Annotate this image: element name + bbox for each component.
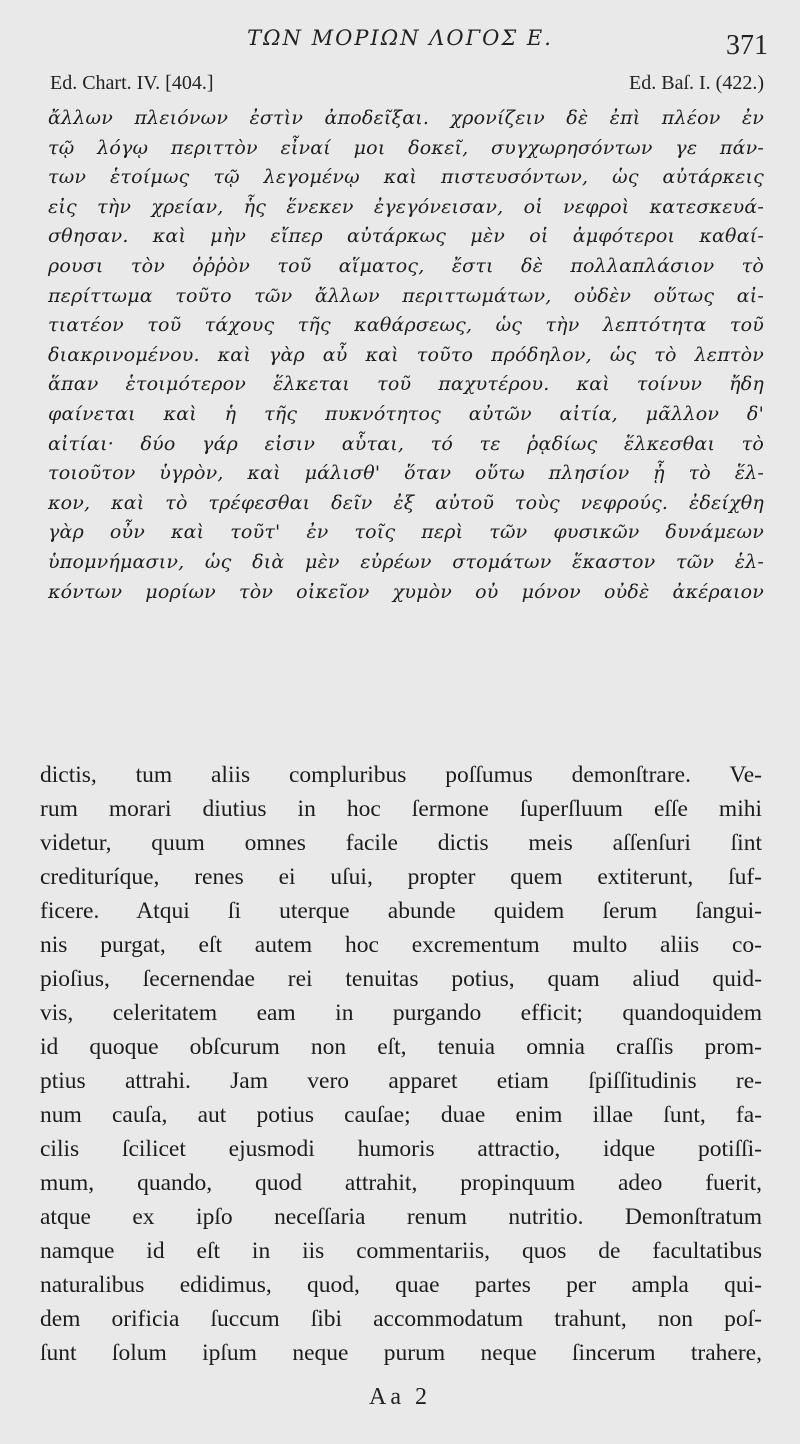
- greek-text-line: γὰρ οὖν καὶ τοῦτ' ἐν τοῖς περὶ τῶν φυσικῶν δυνάμεων: [48, 521, 764, 544]
- greek-text-line: τῷ λόγῳ περιττὸν εἶναί μοι δοκεῖ, συγχωρησόντων γε πάν-: [48, 136, 764, 159]
- greek-text-line: διακρινομένου. καὶ γὰρ αὖ καὶ τοῦτο πρόδηλον, ὡς τὸ λεπτὸν: [48, 343, 764, 366]
- greek-text-line: περίττωμα τοῦτο τῶν ἄλλων περιττωμάτων, οὐδὲν οὕτως αἰ-: [48, 284, 764, 307]
- edition-reference-line: [50, 72, 764, 100]
- greek-text-line: εἰς τὴν χρείαν, ἧς ἕνεκεν ἐγεγόνεισαν, οἱ νεφροὶ κατεσκευά-: [48, 195, 764, 218]
- edition-reference-chart: Ed. Chart. IV. [404.]: [50, 72, 214, 94]
- greek-text-line: ἅπαν ἑτοιμότερον ἕλκεται τοῦ παχυτέρου. καὶ τοίνυν ἤδη: [48, 373, 764, 396]
- latin-text-line: credituríque, renes ei uſui, propter quem extiterunt, ſuf-: [40, 864, 762, 890]
- latin-text-line: naturalibus edidimus, quod, quae partes per ampla qui-: [40, 1272, 762, 1298]
- greek-text-line: τιατέον τοῦ τάχους τῆς καθάρσεως, ὡς τὴν λεπτότητα τοῦ: [48, 314, 764, 337]
- latin-text-line: ptius attrahi. Jam vero apparet etiam ſpiſſitudinis re-: [40, 1068, 762, 1094]
- latin-text-line: ſunt ſolum ipſum neque purum neque ſincerum trahere,: [40, 1340, 762, 1366]
- latin-text-line: rum morari diutius in hoc ſermone ſuperſluum eſſe mihi: [40, 796, 762, 822]
- latin-text-line: namque id eſt in iis commentariis, quos de facultatibus: [40, 1238, 762, 1264]
- greek-text-line: ρουσι τὸν ὀῤῥὸν τοῦ αἵματος, ἔστι δὲ πολλαπλάσιον τὸ: [48, 254, 764, 277]
- latin-text-line: pioſius, ſecernendae rei tenuitas potius, quam aliud quid-: [40, 966, 762, 992]
- latin-text-line: ficere. Atqui ſi uterque abunde quidem ſerum ſangui-: [40, 898, 762, 924]
- greek-text-line: τοιοῦτον ὑγρὸν, καὶ μάλισθ' ὅταν οὕτω πλησίον ᾖ τὸ ἕλ-: [48, 462, 764, 485]
- latin-text-line: cilis ſcilicet ejusmodi humoris attractio, idque potiſſi-: [40, 1136, 762, 1162]
- edition-reference-basel: Ed. Baſ. I. (422.): [629, 72, 764, 94]
- greek-text-line: κόντων μορίων τὸν οἰκεῖον χυμὸν οὐ μόνον οὐδὲ ἀκέραιον: [48, 580, 764, 603]
- latin-text-line: mum, quando, quod attrahit, propinquum adeo fuerit,: [40, 1170, 762, 1196]
- latin-text-block: [40, 758, 762, 1370]
- latin-text-line: dem orificia ſuccum ſibi accommodatum trahunt, non poſ-: [40, 1306, 762, 1332]
- latin-text-line: id quoque obſcurum non eſt, tenuia omnia craſſis prom-: [40, 1034, 762, 1060]
- latin-text-line: videtur, quum omnes facile dictis meis aſſenſuri ſint: [40, 830, 762, 856]
- greek-text-line: φαίνεται καὶ ἡ τῆς πυκνότητος αὐτῶν αἰτία, μᾶλλον δ': [48, 402, 764, 425]
- latin-text-line: nis purgat, eſt autem hoc excrementum multo aliis co-: [40, 932, 762, 958]
- greek-text-line: σθησαν. καὶ μὴν εἴπερ αὐτάρκως μὲν οἱ ἀμφότεροι καθαί-: [48, 225, 764, 248]
- greek-text-line: κον, καὶ τὸ τρέφεσθαι δεῖν ἐξ αὐτοῦ τοὺς νεφρούς. ἐδείχθη: [48, 491, 764, 514]
- latin-text-line: num cauſa, aut potius cauſae; duae enim illae ſunt, fa-: [40, 1102, 762, 1128]
- page-number: 371: [726, 30, 768, 61]
- latin-text-line: atque ex ipſo neceſſaria renum nutritio. Demonſtratum: [40, 1204, 762, 1230]
- greek-text-line: αἰτίαι· δύο γάρ εἰσιν αὗται, τό τε ῥᾳδίως ἕλκεσθαι τὸ: [48, 432, 764, 455]
- greek-text-block: [48, 104, 764, 607]
- latin-text-line: dictis, tum aliis compluribus poſſumus demonſtrare. Ve-: [40, 762, 762, 788]
- greek-text-line: ὑπομνήμασιν, ὡς διὰ μὲν εὐρέων στομάτων ἕκαστον τῶν ἑλ-: [48, 550, 764, 573]
- greek-text-line: των ἑτοίμως τῷ λεγομένῳ καὶ πιστευσόντων, ὡς αὐτάρκεις: [48, 166, 764, 189]
- greek-text-line: ἄλλων πλειόνων ἐστὶν ἀποδεῖξαι. χρονίζειν δὲ ἐπὶ πλέον ἐν: [48, 107, 764, 129]
- running-title: ΤΩΝ ΜΟΡΙΩΝ ΛΟΓΟΣ Ε.: [247, 26, 553, 50]
- latin-text-line: vis, celeritatem eam in purgando efficit; quandoquidem: [40, 1000, 762, 1026]
- printer-signature-mark: Aa 2: [369, 1384, 431, 1410]
